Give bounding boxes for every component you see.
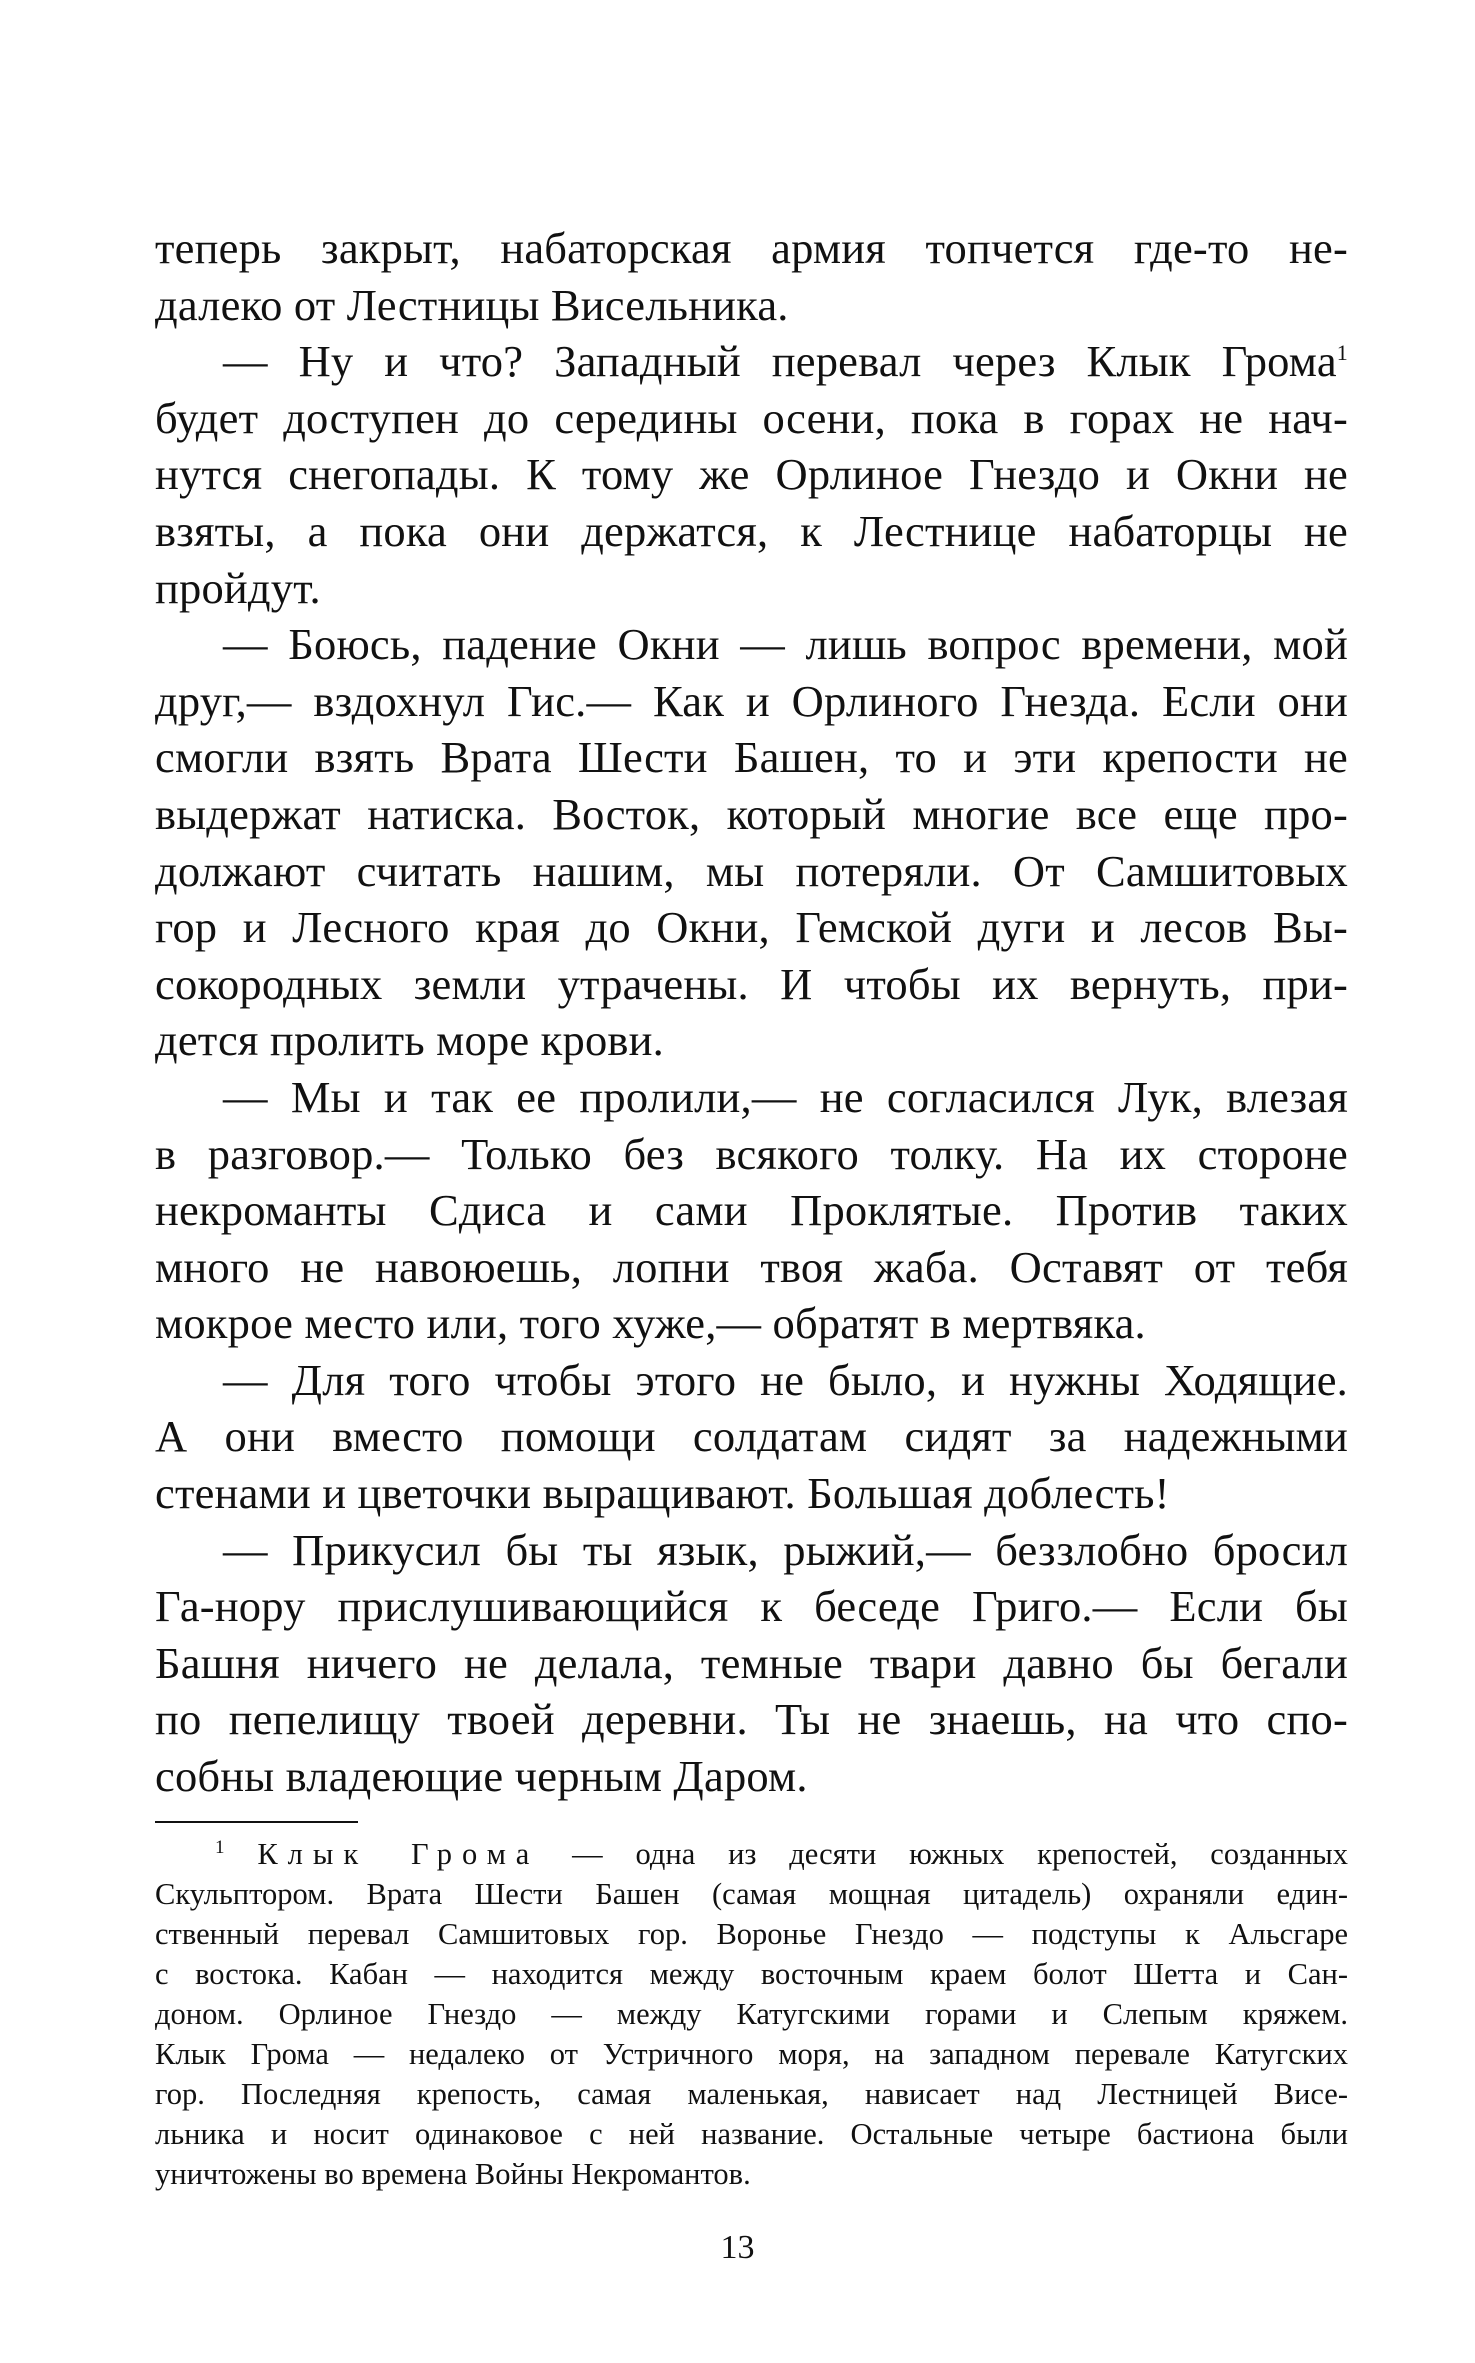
text-line-content: в разговор.— Только без всякого толку. На их стороне [155,1128,1348,1179]
footnote-lines [155,1874,1348,2194]
text-line-content: теперь закрыт, набаторская армия топчется где-то не- [155,223,1348,273]
footnote-line: гор. Последняя крепость, самая маленькая, нависает над Лестницей Висе- [155,2077,1348,2111]
text-line-content: некроманты Сдиса и сами Проклятые. Против таких [155,1185,1348,1236]
text-line [155,446,1348,503]
footnote [155,1834,1348,2194]
footnote-first-line [155,1834,1348,1874]
text-line-content: гор и Лесного края до Окни, Гемской дуги и лесов Вы- [155,902,1348,953]
footnote-first-line-text: — одна из десяти южных крепостей, созданных [539,1837,1349,1871]
text-line-content: дется пролить море крови. [155,1015,664,1066]
footnote-number: 1 [215,1836,225,1858]
text-line [155,1578,1348,1635]
text-line-content: будет доступен до середины осени, пока в горах не нач- [155,392,1348,443]
text-line-content: Га-нору прислушивающийся к беседе Григо.— Если бы [155,1581,1348,1632]
text-line [155,843,1348,900]
text-line-content: мокрое место или, того хуже,— обратят в мертвяка. [155,1298,1146,1349]
main-text [155,220,1348,1805]
text-line [155,1522,1348,1579]
text-line [155,1126,1348,1183]
text-line [155,899,1348,956]
text-line [155,503,1348,560]
footnote-marker: 1 [1336,340,1348,366]
text-line-content: Башня ничего не делала, темные твари давно бы бегали [155,1637,1348,1688]
text-line [155,1069,1348,1126]
text-line [155,1748,1348,1805]
text-line-content: выдержат натиска. Восток, который многие все еще про- [155,788,1348,839]
text-line [155,786,1348,843]
page-number: 13 [720,2229,755,2266]
footnote-divider [155,1821,358,1823]
text-line-content: друг,— вздохнул Гис.— Как и Орлиного Гнезда. Если они [155,675,1348,726]
footnote-line: уничтожены во времена Войны Некромантов. [155,2157,751,2191]
text-line [155,1239,1348,1296]
text-line [155,220,1348,277]
text-line [155,1012,1348,1069]
text-line [155,1182,1348,1239]
text-line [155,673,1348,730]
footnote-line: с востока. Кабан — находится между восточным краем болот Шетта и Сан- [155,1957,1348,1991]
footnote-line: льника и носит одинаковое с ней название. Остальные четыре бастиона были [155,2117,1348,2151]
text-line [155,390,1348,447]
text-line [155,277,1348,334]
text-line-content: смогли взять Врата Шести Башен, то и эти крепости не [155,732,1348,783]
text-line [155,956,1348,1013]
text-line-content: сокородных земли утрачены. И чтобы их вернуть, при- [155,958,1348,1009]
text-line [155,560,1348,617]
text-line-content: — Боюсь, падение Окни — лишь вопрос времени, мой [223,619,1348,670]
text-line [155,1635,1348,1692]
footnote-line: Клык Грома — недалеко от Устричного моря, на западном перевале Катугских [155,2037,1348,2071]
text-line-content: много не навоюешь, лопни твоя жаба. Оставят от тебя [155,1241,1348,1292]
footnote-term: Клык Грома [257,1837,540,1871]
text-line [155,333,1348,390]
text-line [155,616,1348,673]
text-line-content: стенами и цветочки выращивают. Большая доблесть! [155,1468,1170,1519]
text-line-content: по пепелищу твоей деревни. Ты не знаешь, на что спо- [155,1694,1348,1745]
footnote-line: доном. Орлиное Гнездо — между Катугскими горами и Слепым кряжем. [155,1997,1348,2031]
text-line-content: взяты, а пока они держатся, к Лестнице набаторцы не [155,505,1348,556]
footnote-line: Скульптором. Врата Шести Башен (самая мощная цитадель) охраняли един- [155,1877,1348,1911]
text-line-content: — Ну и что? Западный перевал через Клык Грома [223,336,1337,387]
text-line [155,1465,1348,1522]
text-line [155,1691,1348,1748]
text-line-content: должают считать нашим, мы потеряли. От Самшитовых [155,845,1348,896]
text-line-content: нутся снегопады. К тому же Орлиное Гнездо и Окни не [155,449,1348,500]
text-line [155,1408,1348,1465]
text-line-content: собны владеющие черным Даром. [155,1751,808,1802]
footnote-line: ственный перевал Самшитовых гор. Воронье Гнездо — подступы к Альсгаре [155,1917,1348,1951]
text-line [155,729,1348,786]
text-line-content: — Мы и так ее пролили,— не согласился Лук, влезая [223,1071,1348,1122]
text-line [155,1352,1348,1409]
text-line-content: А они вместо помощи солдатам сидят за надежными [155,1411,1348,1462]
text-line-content: далеко от Лестницы Висельника. [155,279,789,330]
text-line-content: — Для того чтобы этого не было, и нужны Ходящие. [223,1354,1348,1405]
text-line-content: пройдут. [155,562,321,613]
text-line-content: — Прикусил бы ты язык, рыжий,— беззлобно бросил [223,1524,1348,1575]
text-line [155,1295,1348,1352]
